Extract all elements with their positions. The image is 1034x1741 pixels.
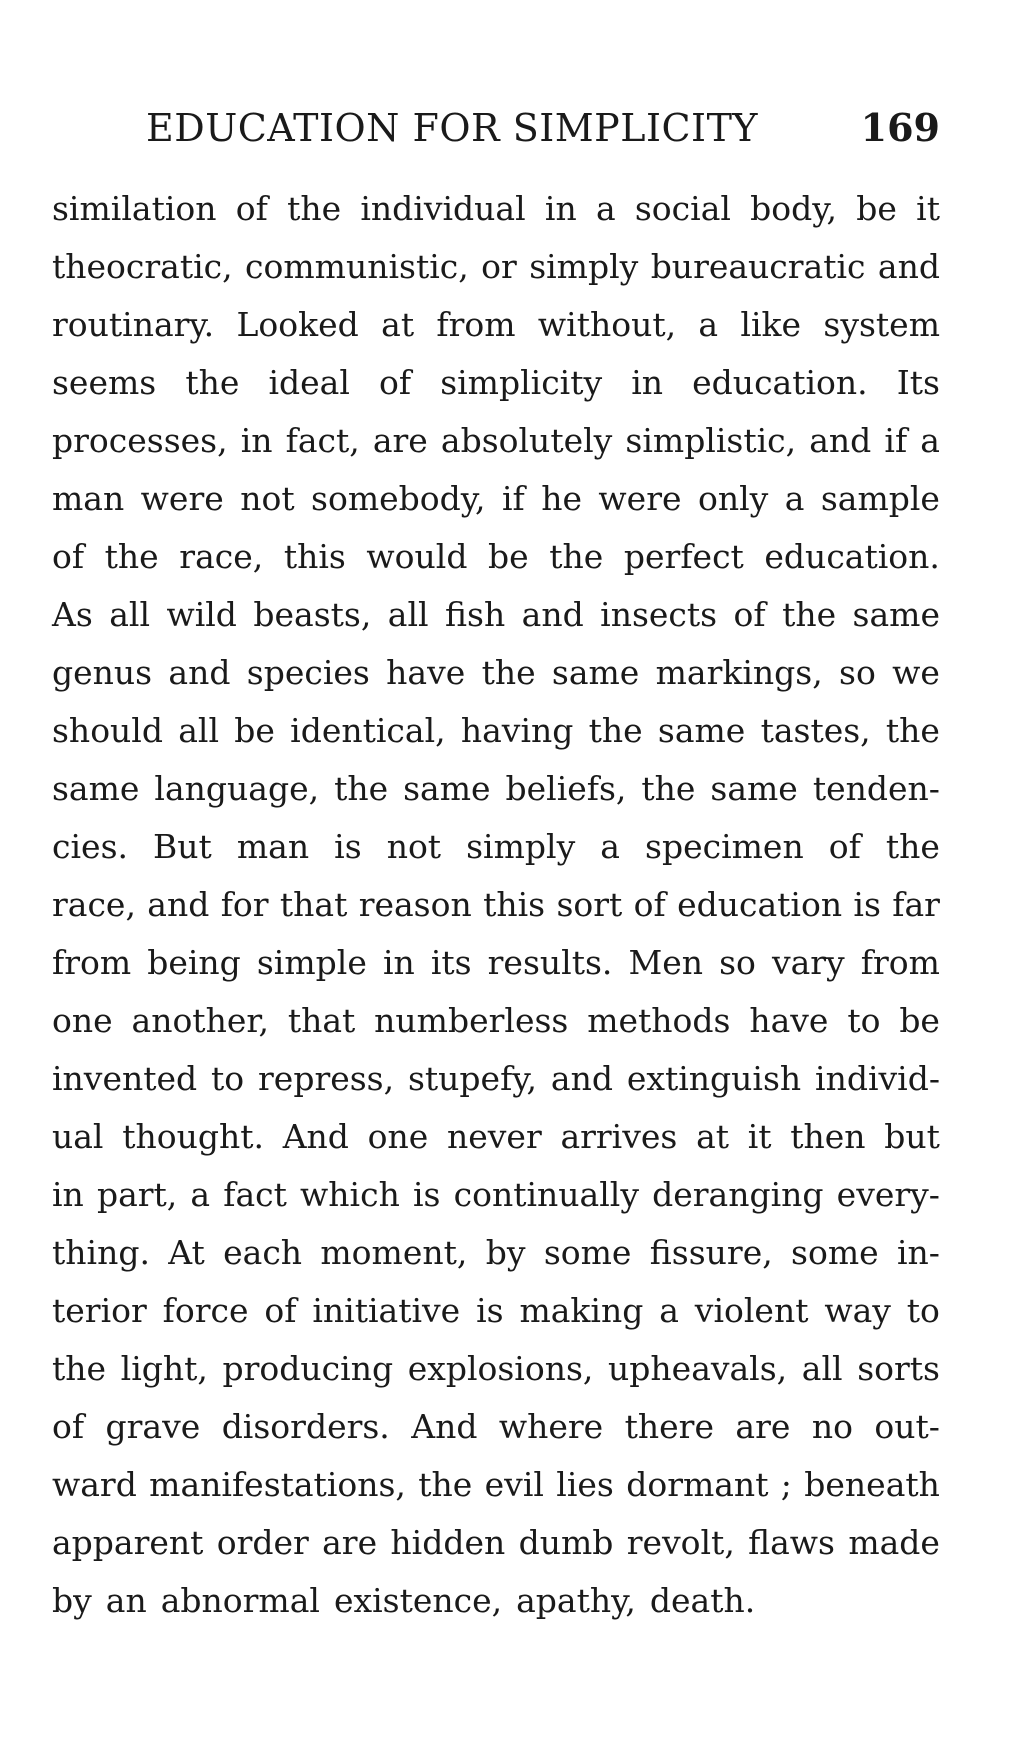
text-line: by an abnormal existence, apathy, death. bbox=[52, 1581, 756, 1620]
text-line: of grave disorders. And where there are no out- bbox=[52, 1407, 940, 1446]
text-line: genus and species have the same markings, so we bbox=[52, 653, 940, 692]
text-line: terior force of initiative is making a violent way to bbox=[52, 1291, 940, 1330]
text-line: one another, that numberless methods have to be bbox=[52, 1001, 940, 1040]
text-line: from being simple in its results. Men so vary from bbox=[52, 943, 940, 982]
page-number: 169 bbox=[860, 105, 940, 150]
text-line: apparent order are hidden dumb revolt, flaws made bbox=[52, 1523, 940, 1562]
text-line: same language, the same beliefs, the same tenden- bbox=[52, 769, 940, 808]
text-line: routinary. Looked at from without, a like system bbox=[52, 305, 940, 344]
text-line: of the race, this would be the perfect education. bbox=[52, 537, 940, 576]
text-line: thing. At each moment, by some fissure, some in- bbox=[52, 1233, 940, 1272]
running-title: EDUCATION FOR SIMPLICITY bbox=[146, 106, 759, 150]
text-line: theocratic, communistic, or simply bureaucratic and bbox=[52, 247, 940, 286]
body-text bbox=[52, 180, 940, 1630]
text-line: ward manifestations, the evil lies dormant ; beneath bbox=[52, 1465, 940, 1504]
text-line: invented to repress, stupefy, and extinguish individ- bbox=[52, 1059, 940, 1098]
text-line: similation of the individual in a social body, be it bbox=[52, 189, 940, 228]
text-line: ual thought. And one never arrives at it then but bbox=[52, 1117, 940, 1156]
text-line: seems the ideal of simplicity in education. Its bbox=[52, 363, 940, 402]
text-line: in part, a fact which is continually deranging every- bbox=[52, 1175, 940, 1214]
text-line: processes, in fact, are absolutely simplistic, and if a bbox=[52, 421, 940, 460]
text-line: race, and for that reason this sort of education is far bbox=[52, 885, 940, 924]
text-line: As all wild beasts, all fish and insects of the same bbox=[52, 595, 940, 634]
text-line: cies. But man is not simply a specimen of the bbox=[52, 827, 940, 866]
running-head bbox=[52, 98, 940, 158]
text-line: the light, producing explosions, upheavals, all sorts bbox=[52, 1349, 940, 1388]
text-line: man were not somebody, if he were only a sample bbox=[52, 479, 940, 518]
text-line: should all be identical, having the same tastes, the bbox=[52, 711, 940, 750]
